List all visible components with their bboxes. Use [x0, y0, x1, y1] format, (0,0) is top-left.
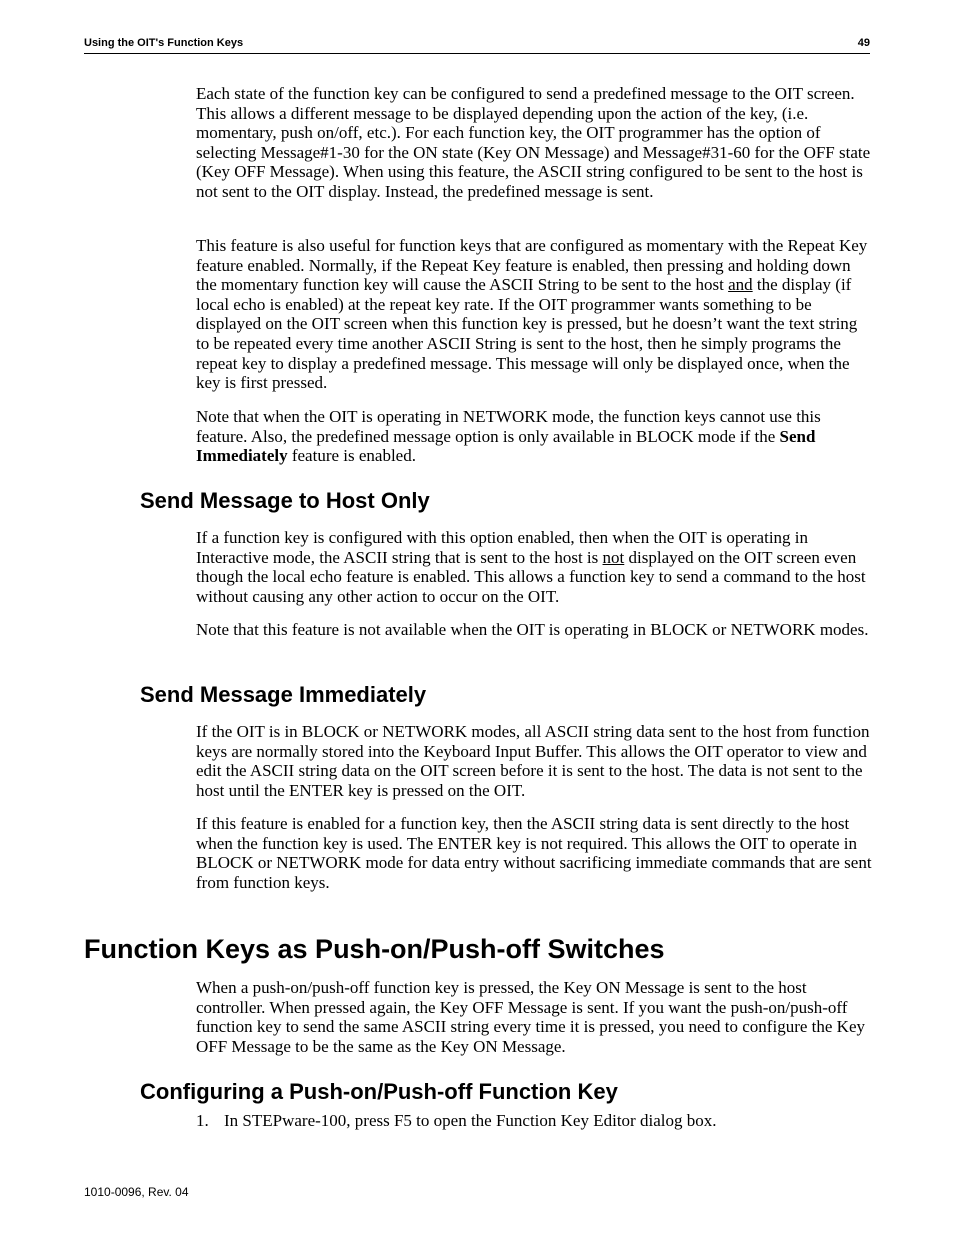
- intro-paragraph-2: This feature is also useful for function keys that are configured as momentary with the Repeat Key feature enabled. Normally, if the Repeat Key feature is enabled, then pressing and holding down the momentary function key will cause the ASCII String to be sent to the host and the display (if local echo is enabled) at the repeat key rate. If the OIT programmer wants something to be displayed on the OIT screen when this function key is pressed, but he doesn’t want the text string to be repeated every time another ASCII String is sent to the host, then he simply programs the repeat key to display a predefined message. This message will only be displayed once, when the key is first pressed.: [196, 236, 868, 393]
- page-number: 49: [857, 37, 870, 49]
- intro-paragraph-1: Each state of the function key can be configured to send a predefined message to the OIT screen. This allows a different message to be displayed depending upon the action of the key, (i.e. momentary, push on/off, etc.). For each function key, the OIT programmer has the option of selecting Message#1-30 for the ON state (Key ON Message) and Message#31-60 for the OFF state (Key OFF Message). When using this feature, the ASCII string configured to be sent to the host is not sent to the OIT display. Instead, the predefined message is sent.: [196, 84, 871, 201]
- step-number: 1.: [196, 1111, 209, 1130]
- document-id: 1010-0096, Rev. 04: [84, 1185, 189, 1199]
- step-text: In STEPware-100, press F5 to open the Function Key Editor dialog box.: [224, 1111, 717, 1130]
- emphasis-send-immediately: Send Immediately: [196, 426, 816, 466]
- immediately-paragraph-2: If this feature is enabled for a function key, then the ASCII string data is sent directly to the host when the function key is used. The ENTER key is not required. This allows the OIT to operate in BLOCK or NETWORK mode for data entry without sacrificing immediate commands that are sent from function keys.: [196, 814, 872, 892]
- emphasis-not: not: [602, 547, 625, 567]
- step-list: [196, 1111, 716, 1131]
- host-only-paragraph-2: Note that this feature is not available when the OIT is operating in BLOCK or NETWORK modes.: [196, 620, 869, 639]
- intro-paragraph-3: Note that when the OIT is operating in NETWORK mode, the function keys cannot use this feature. Also, the predefined message option is only available in BLOCK mode if the Send Immediately feature is enabled.: [196, 407, 821, 466]
- heading-configuring-push-key: Configuring a Push-on/Push-off Function Key: [140, 1079, 618, 1104]
- heading-send-immediately: Send Message Immediately: [140, 682, 427, 707]
- heading-send-to-host-only: Send Message to Host Only: [140, 488, 430, 513]
- host-only-paragraph-1: If a function key is configured with this option enabled, then when the OIT is operating in Interactive mode, the ASCII string that is sent to the host is not displayed on the OIT screen even though the local echo feature is enabled. This allows a function key to send a command to the host without causing any other action to occur on the OIT.: [196, 528, 866, 606]
- immediately-paragraph-1: If the OIT is in BLOCK or NETWORK modes, all ASCII string data sent to the host from function keys are normally stored into the Keyboard Input Buffer. This allows the OIT operator to view and edit the ASCII string data on the OIT screen before it is sent to the host. The data is not sent to the host until the ENTER key is pressed on the OIT.: [196, 722, 870, 800]
- emphasis-and: and: [728, 275, 753, 295]
- chapter-title: Using the OIT's Function Keys: [84, 37, 244, 49]
- heading-push-on-push-off: Function Keys as Push-on/Push-off Switches: [84, 934, 665, 964]
- push-paragraph-1: When a push-on/push-off function key is pressed, the Key ON Message is sent to the host controller. When pressed again, the Key OFF Message is sent. If you want the push-on/push-off function key to send the same ASCII string every time it is pressed, you need to configure the Key OFF Message to be the same as the Key ON Message.: [196, 978, 865, 1056]
- page-header: [84, 37, 870, 54]
